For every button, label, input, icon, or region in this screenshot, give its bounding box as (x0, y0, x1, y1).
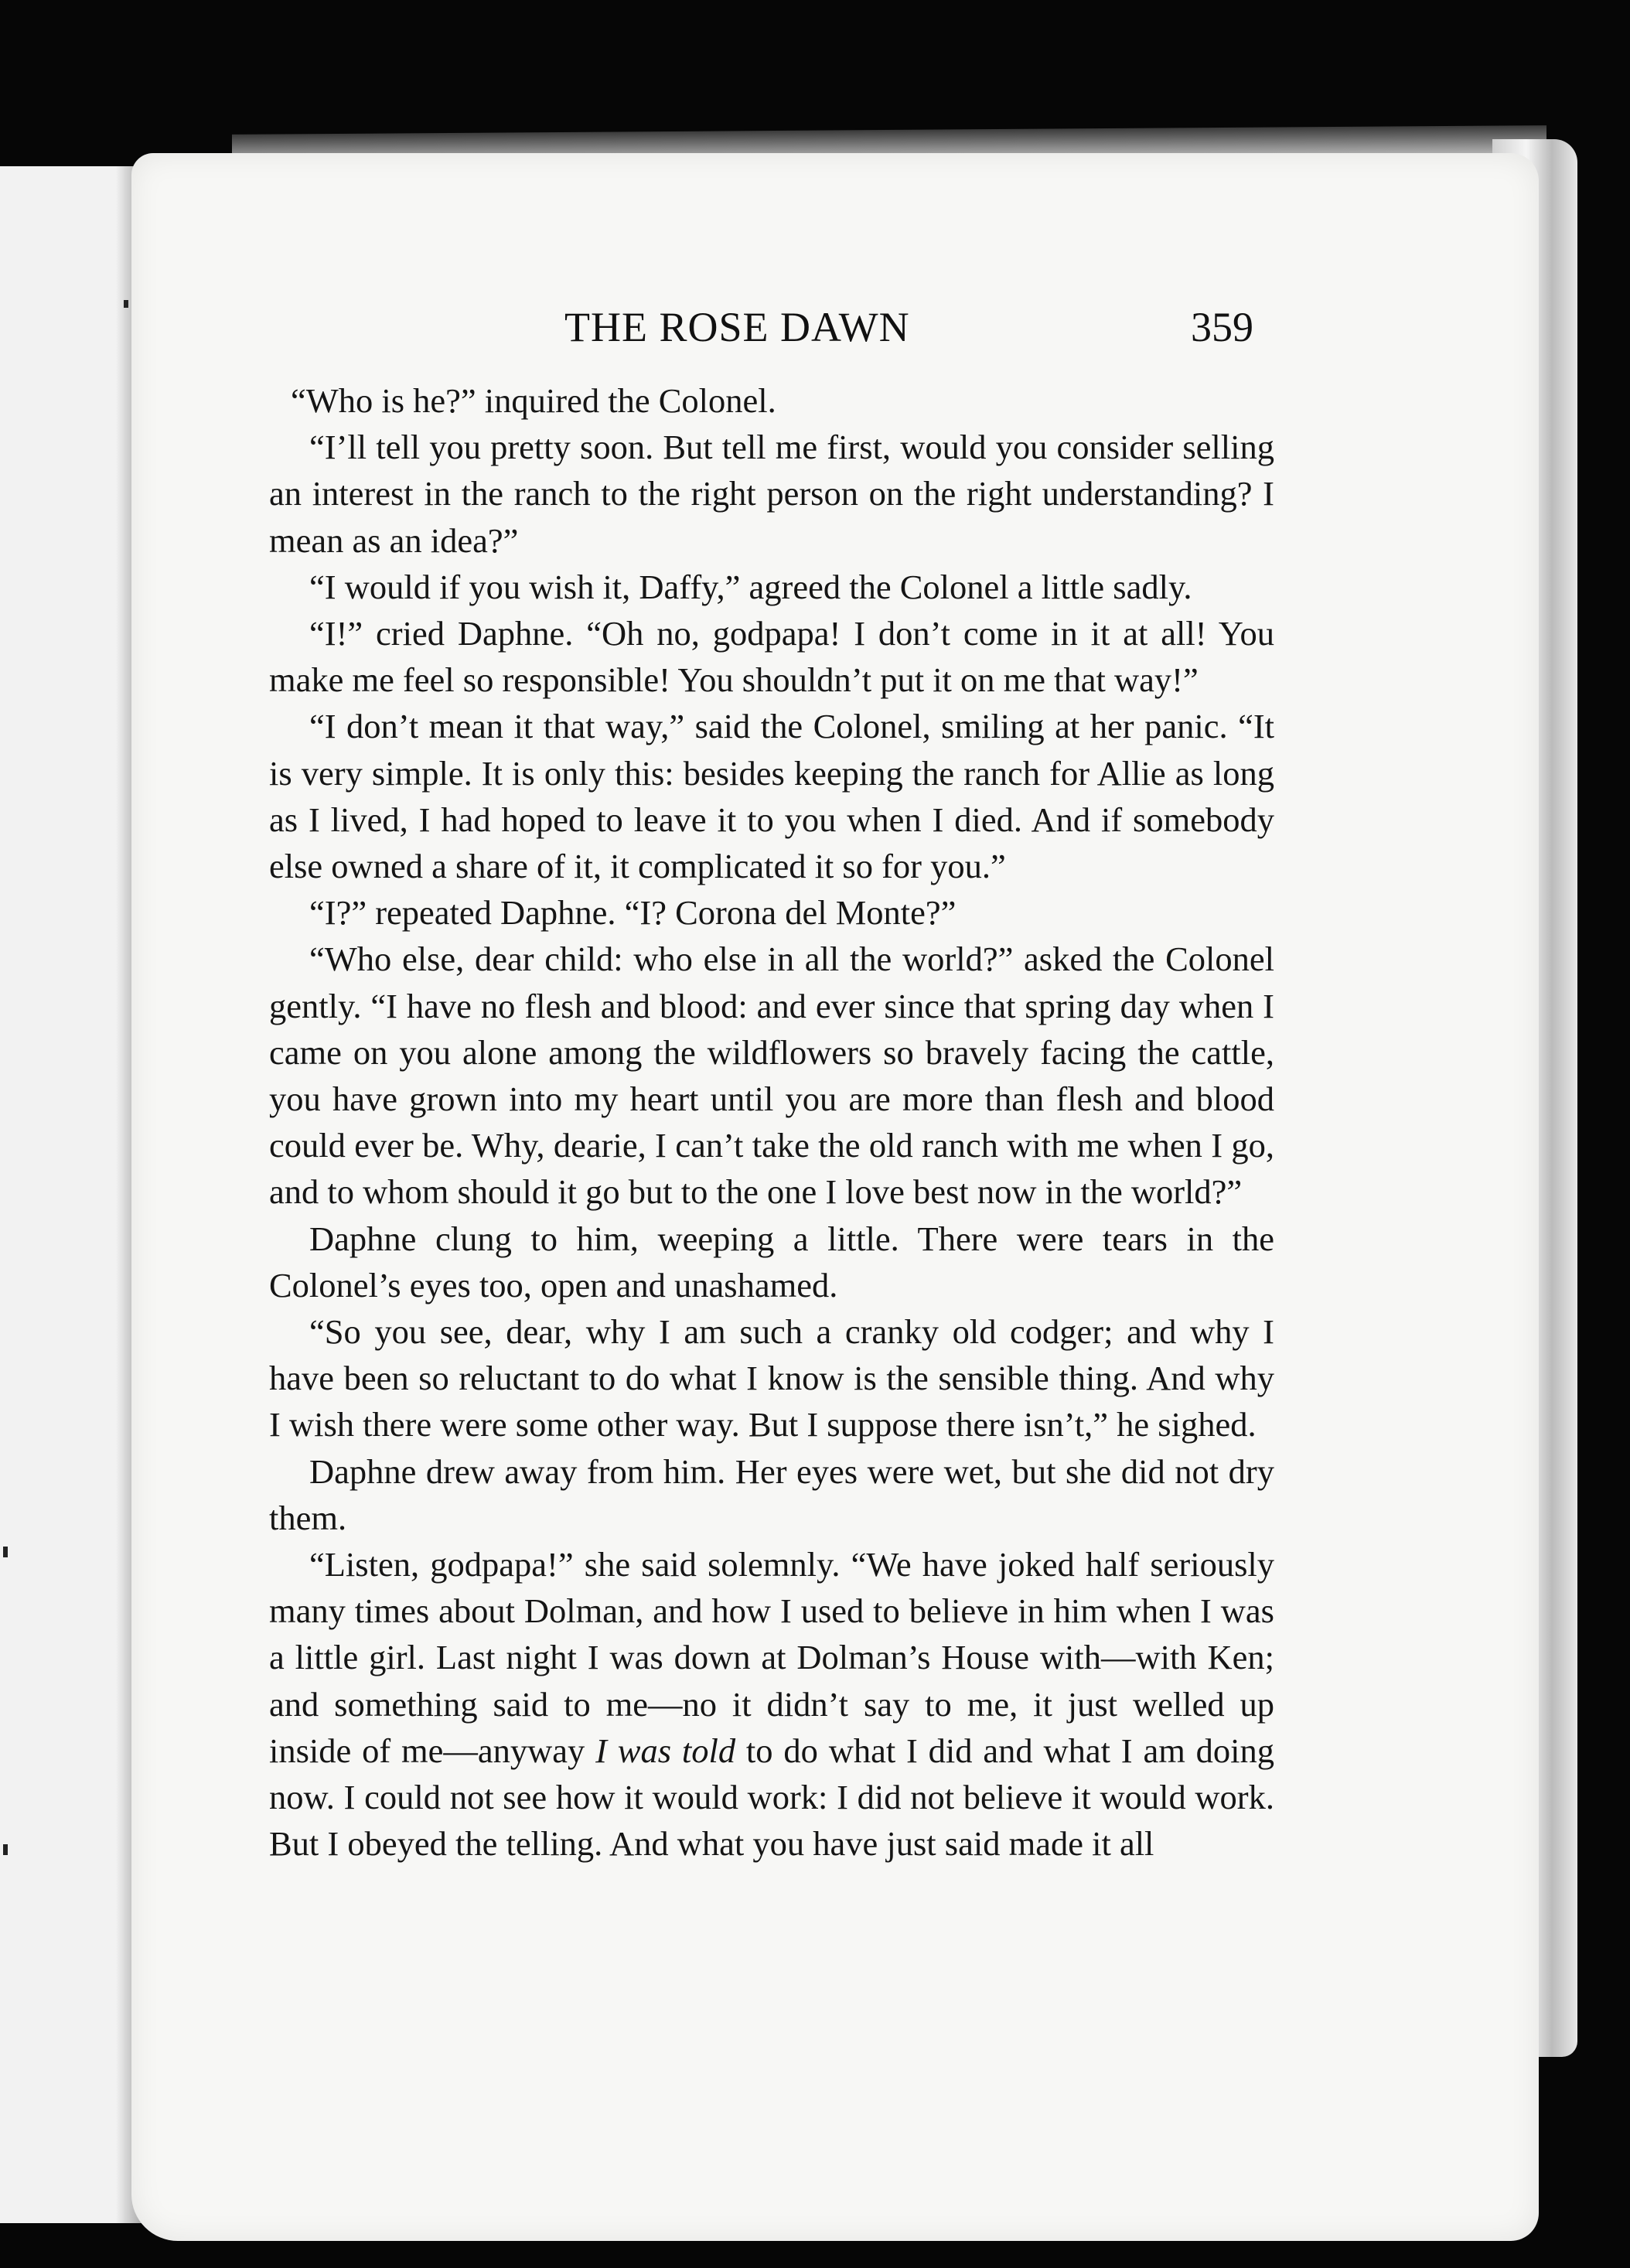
italic-text-run: I was told (595, 1731, 736, 1770)
paragraph: Daphne drew away from him. Her eyes were wet, but she did not dry them. (269, 1451, 1274, 1537)
paragraph: “I don’t mean it that way,” said the Colonel, smiling at her panic. “It is very simple. It is only this: besides keeping the ranch for Allie as long as I lived, I had hoped to leave it to you when I died. And if somebody else owned a share of it, it complicated it so for you.” (269, 707, 1274, 886)
paragraph: “I!” cried Daphne. “Oh no, godpapa! I don’t come in it at all! You make me feel so responsible! You shouldn’t put it on me that way!” (269, 614, 1274, 700)
paragraph: “Who is he?” inquired the Colonel. (291, 381, 776, 420)
paragraph: Daphne clung to him, weeping a little. There were tears in the Colonel’s eyes too, open and unashamed. (269, 1219, 1274, 1305)
paragraph-last (269, 1541, 1274, 1867)
body-text (269, 377, 1274, 1867)
paragraph: “I?” repeated Daphne. “I? Corona del Monte?” (309, 893, 957, 933)
text-run: to do what I did and what I am doing now. I could not see how it would work: I did not believe it would work. But I obeyed the telling. And what you have just said made it all (269, 1731, 1275, 1864)
paragraph: “I’ll tell you pretty soon. But tell me first, would you consider selling an interest in the ranch to the right person on the right understanding? I mean as an idea?” (269, 428, 1274, 560)
margin-speck (3, 1844, 8, 1855)
page-number: 359 (1191, 304, 1253, 350)
paragraph: “I would if you wish it, Daffy,” agreed the Colonel a little sadly. (309, 567, 1192, 606)
margin-speck (3, 1547, 8, 1557)
paragraph: “Who else, dear child: who else in all the world?” asked the Colonel gently. “I have no flesh and blood: and ever since that spring day when I came on you alone among the wildflowers so bravely facing the cattle, you have grown into my heart until you are more than flesh and blood could ever be. Why, dearie, I can’t take the old ranch with me when I go, and to whom should it go but to the one I love best now in the world?” (269, 940, 1274, 1212)
margin-speck (124, 300, 128, 308)
text-run: “Listen, godpapa!” she said solemnly. “We have joked half seriously many times about Dolman, and how I used to believe in him when I was a little girl. Last night I was down at Dolman’s House with—with Ken; and something said to me—no it didn’t say to me, it just welled up inside of me—anyway (269, 1545, 1274, 1770)
paragraph: “So you see, dear, why I am such a cranky old codger; and why I have been so reluctant to do what I know is the sensible thing. And why I wish there were some other way. But I suppose there isn’t,” he sighed. (269, 1312, 1274, 1444)
running-head: THE ROSE DAWN (564, 304, 910, 350)
